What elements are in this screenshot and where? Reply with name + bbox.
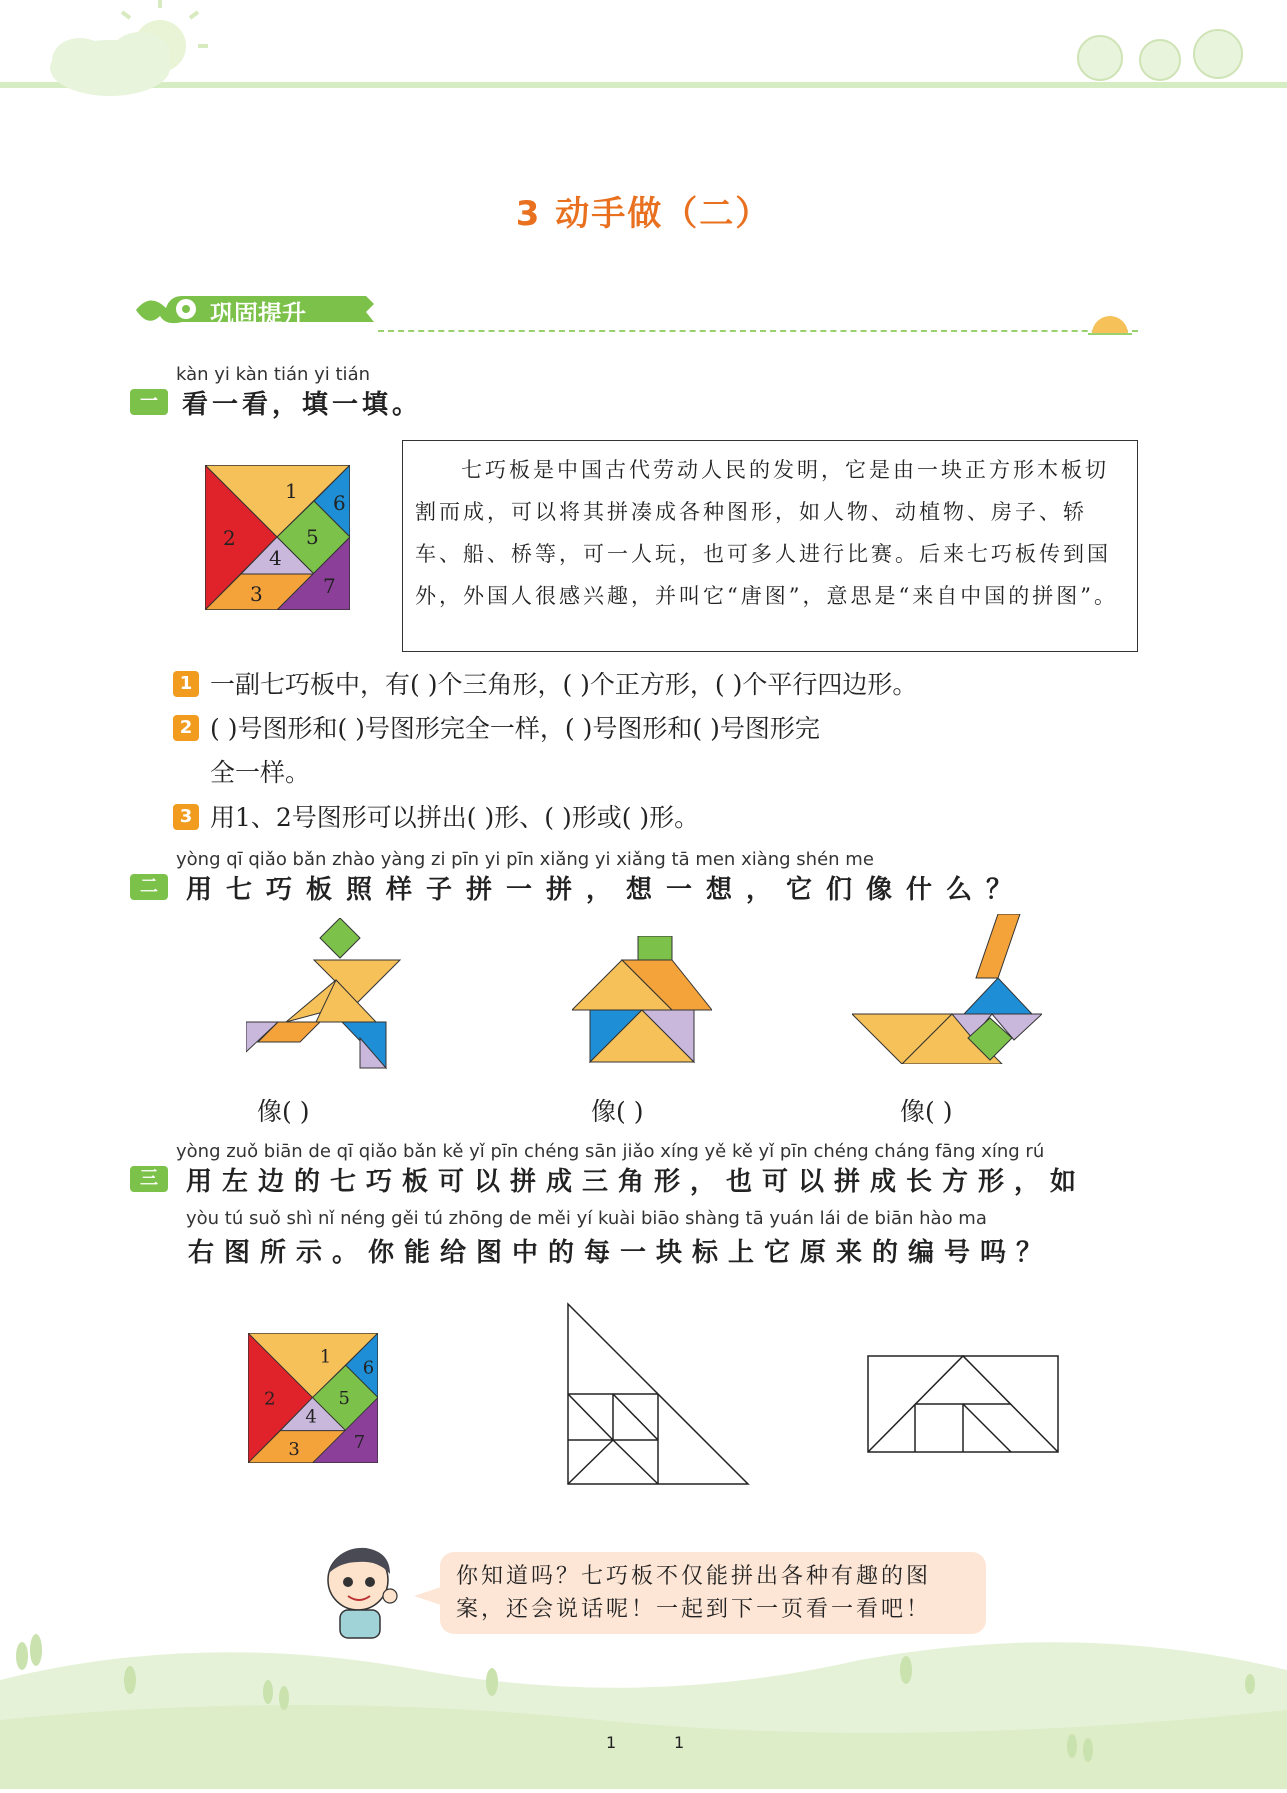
- q3-prompt-line2: 右图所示。你能给图中的每一块标上它原来的编号吗？: [188, 1238, 1053, 1268]
- piece-label-7: 7: [323, 574, 336, 598]
- piece-label-6: 6: [333, 491, 346, 515]
- info-box: [402, 440, 1138, 652]
- q2-number: 二: [130, 874, 168, 900]
- piece-label-3: 3: [288, 1438, 300, 1460]
- q1-sub1-number: 1: [173, 671, 199, 697]
- tangram-figure-1: [205, 465, 350, 614]
- triangle-outline-figure[interactable]: [566, 1302, 752, 1492]
- piece-label-3: 3: [250, 582, 263, 606]
- q3-number: 三: [130, 1166, 168, 1192]
- q2-pinyin: yòng qī qiǎo bǎn zhào yàng zi pīn yi pīn xiǎng yi xiǎng tā men xiàng shén me: [176, 849, 874, 870]
- piece-label-5: 5: [306, 525, 319, 549]
- q2-answer-2: 像( ): [591, 1097, 644, 1126]
- q3-pinyin-line1: yòng zuǒ biān de qī qiǎo bǎn kě yǐ pīn chéng sān jiǎo xíng yě kě yǐ pīn chéng cháng fāng xíng rú: [176, 1141, 1045, 1162]
- page-number-right: 1: [674, 1733, 685, 1752]
- q1-sub3-number: 3: [173, 804, 199, 830]
- piece-label-6: 6: [362, 1357, 375, 1379]
- piece-label-2: 2: [264, 1388, 276, 1410]
- q2-prompt: 用七巧板照样子拼一拼，想一想，它们像什么？: [186, 875, 1027, 905]
- page-number-left: 1: [606, 1733, 617, 1752]
- piece-label-5: 5: [338, 1387, 350, 1409]
- piece-label-4: 4: [269, 546, 282, 570]
- q1-number: 一: [130, 389, 168, 415]
- section-label: 巩固提升: [210, 300, 306, 328]
- header-decoration: [0, 0, 1287, 130]
- piece-label-7: 7: [353, 1431, 366, 1453]
- q3-prompt-line1: 用左边的七巧板可以拼成三角形，也可以拼成长方形，如: [186, 1167, 1087, 1197]
- q1-sub2-number: 2: [173, 715, 199, 741]
- did-you-know-tip: 你知道吗？七巧板不仅能拼出各种有趣的图案，还会说话呢！一起到下一页看一看吧！: [440, 1552, 986, 1634]
- tangram-boat-figure: [852, 914, 1042, 1068]
- q1-sub2-text: ( )号图形和( )号图形完全一样，( )号图形和( )号图形完: [210, 714, 820, 743]
- q2-answer-3: 像( ): [900, 1097, 953, 1126]
- tangram-figure-2: [248, 1333, 378, 1467]
- q1-sub1-text: 一副七巧板中，有( )个三角形，( )个正方形，( )个平行四边形。: [210, 670, 918, 699]
- section-divider: [378, 330, 1138, 332]
- sunset-icon: [1088, 306, 1132, 340]
- piece-label-1: 1: [319, 1346, 332, 1368]
- header-svg: [0, 0, 1287, 130]
- q1-sub3-text: 用1、2号图形可以拼出( )形、( )形或( )形。: [210, 803, 700, 832]
- q1-sub2-text-cont: 全一样。: [210, 758, 311, 787]
- piece-label-4: 4: [305, 1406, 317, 1428]
- cloud-icon: [50, 32, 170, 96]
- footer-landscape: [0, 1600, 1287, 1789]
- piece-label-1: 1: [285, 479, 298, 503]
- q1-pinyin: kàn yi kàn tián yi tián: [176, 364, 371, 385]
- q1-prompt: 看一看，填一填。: [182, 390, 423, 420]
- tangram-house-figure: [572, 936, 712, 1068]
- rectangle-outline-figure[interactable]: [866, 1354, 1060, 1458]
- piece-label-2: 2: [223, 526, 236, 550]
- q2-answer-1: 像( ): [257, 1097, 310, 1126]
- cartoon-animals-icon: [1078, 30, 1242, 80]
- page-title: 3 动手做（二）: [515, 194, 772, 234]
- tangram-runner-figure: [246, 918, 406, 1078]
- info-paragraph: 七巧板是中国古代劳动人民的发明，它是由一块正方形木板切割而成，可以将其拼凑成各种图形，如人物、动植物、房子、轿车、船、桥等，可一人玩，也可多人进行比赛。后来七巧板传到国外，外国人很感兴趣，并叫它“唐图”，意思是“来自中国的拼图”。: [415, 458, 1118, 608]
- q3-pinyin-line2: yòu tú suǒ shì nǐ néng gěi tú zhōng de měi yí kuài biāo shàng tā yuán lái de biān hào ma: [186, 1208, 987, 1229]
